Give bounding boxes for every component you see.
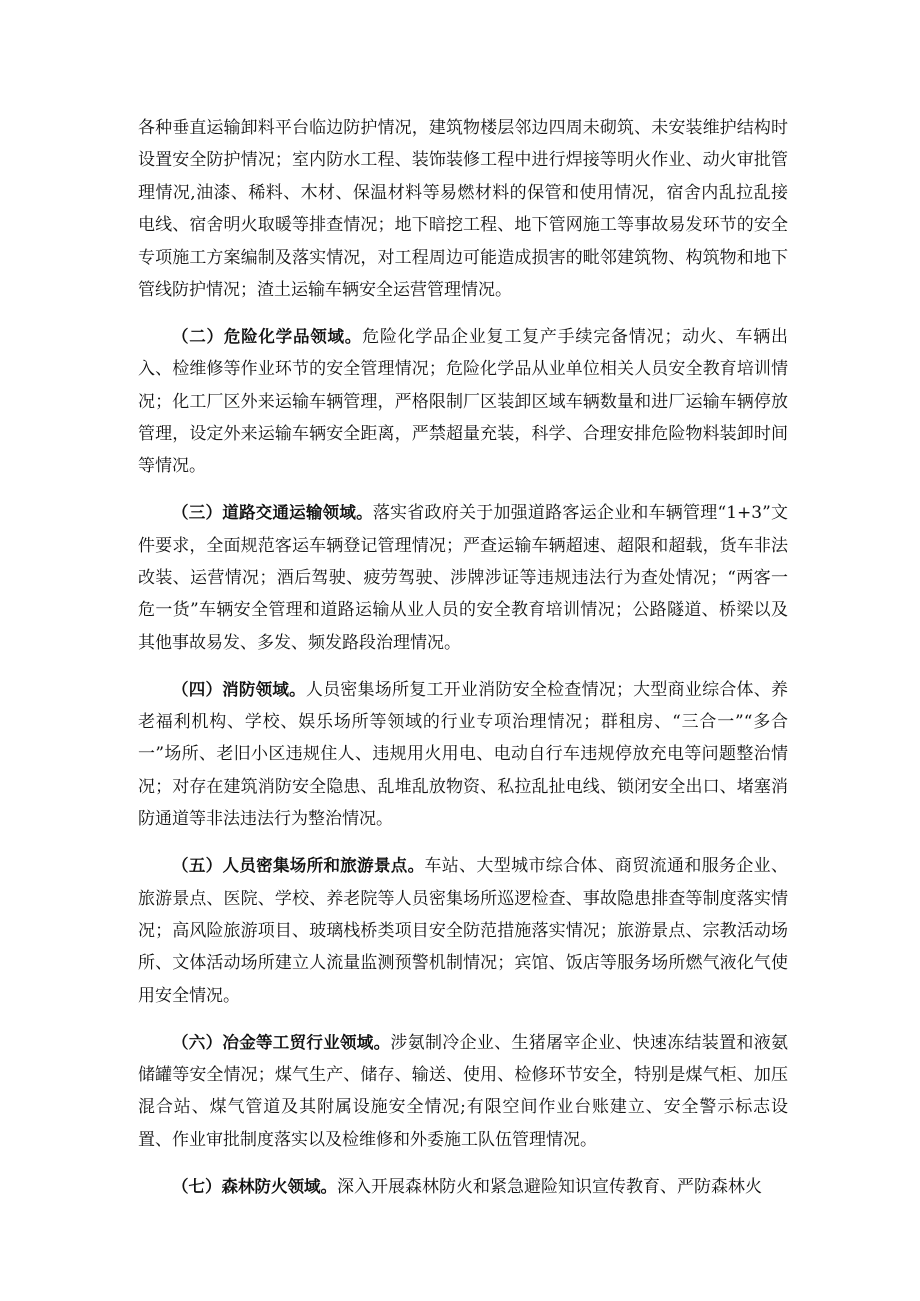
paragraph-metallurgy xyxy=(138,1027,788,1157)
paragraph-continuation xyxy=(138,112,788,306)
paragraph-text: 各种垂直运输卸料平台临边防护情况，建筑物楼层邻边四周未砌筑、未安装维护结构时设置安全防护情况；室内防水工程、装饰装修工程中进行焊接等明火作业、动火审批管理情况,油漆、稀料、木材、保温材料等易燃材料的保管和使用情况，宿舍内乱拉乱接电线、宿舍明火取暖等排查情况；地下暗挖工程、地下管网施工等事故易发环节的安全专项施工方案编制及落实情况，对工程周边可能造成损害的毗邻建筑物、构筑物和地下管线防护情况；渣土运输车辆安全运营管理情况。 xyxy=(138,118,788,301)
section-heading: （四）消防领域。 xyxy=(172,679,306,699)
section-heading: （三）道路交通运输领域。 xyxy=(172,503,373,523)
paragraph-text: 危险化学品企业复工复产手续完备情况；动火、车辆出入、检维修等作业环节的安全管理情况；危险化学品从业单位相关人员安全教育培训情况；化工厂区外来运输车辆管理，严格限制厂区装卸区域车辆数量和进厂运输车辆停放管理，设定外来运输车辆安全距离，严禁超量充装，科学、合理安排危险物料装卸时间等情况。 xyxy=(138,326,789,477)
section-heading: （六）冶金等工贸行业领域。 xyxy=(172,1032,391,1052)
paragraph-text: 落实省政府关于加强道路客运企业和车辆管理“1+3”文件要求，全面规范客运车辆登记管理情况；严查运输车辆超速、超限和超载，货车非法改装、运营情况；酒后驾驶、疲劳驾驶、涉牌涉证等违规违法行为查处情况；“两客一危一货”车辆安全管理和道路运输从业人员的安全教育培训情况；公路隧道、桥梁以及其他事故易发、多发、频发路段治理情况。 xyxy=(138,503,788,653)
paragraph-road-transport xyxy=(138,497,788,659)
section-heading: （七）森林防火领域。 xyxy=(172,1176,337,1196)
paragraph-text: 人员密集场所复工开业消防安全检查情况；大型商业综合体、养老福利机构、学校、娱乐场所等领域的行业专项治理情况；群租房、“三合一”“多合一”场所、老旧小区违规住人、违规用火用电、电动自行车违规停放充电等问题整治情况；对存在建筑消防安全隐患、乱堆乱放物资、私拉乱扯电线、锁闭安全出口、堵塞消防通道等非法违法行为整治情况。 xyxy=(138,679,789,830)
paragraph-forest-fire xyxy=(138,1171,788,1203)
section-heading: （五）人员密集场所和旅游景点。 xyxy=(172,856,425,876)
document-body xyxy=(138,112,788,1217)
paragraph-hazardous-chemicals xyxy=(138,321,788,483)
paragraph-fire-protection xyxy=(138,674,788,836)
section-heading: （二）危险化学品领域。 xyxy=(172,326,363,346)
paragraph-text: 涉氨制冷企业、生猪屠宰企业、快速冻结装置和液氨储罐等安全情况；煤气生产、储存、输送、使用、检修环节安全，特别是煤气柜、加压混合站、煤气管道及其附属设施安全情况;有限空间作业台账建立、安全警示标志设置、作业审批制度落实以及检维修和外委施工队伍管理情况。 xyxy=(138,1032,789,1150)
paragraph-crowded-places xyxy=(138,850,788,1012)
paragraph-text: 车站、大型城市综合体、商贸流通和服务企业、旅游景点、医院、学校、养老院等人员密集场所巡逻检查、事故隐患排查等制度落实情况；高风险旅游项目、玻璃栈桥类项目安全防范措施落实情况；旅游景点、宗教活动场所、文体活动场所建立人流量监测预警机制情况；宾馆、饭店等服务场所燃气液化气使用安全情况。 xyxy=(138,856,789,1006)
paragraph-text: 深入开展森林防火和紧急避险知识宣传教育、严防森林火 xyxy=(337,1176,762,1197)
